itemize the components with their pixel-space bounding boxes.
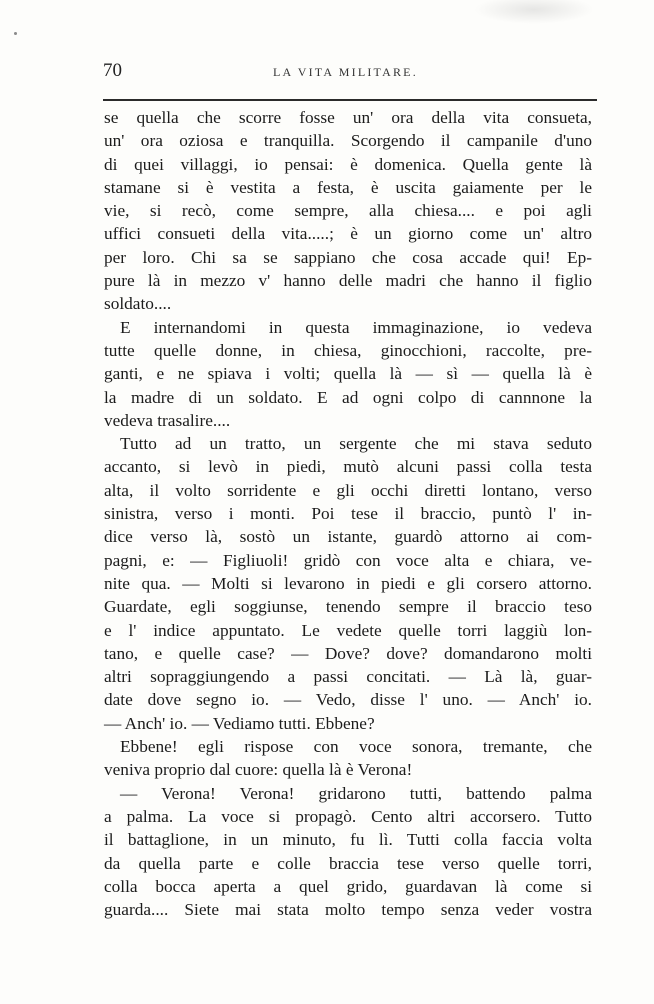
- page-header: [103, 58, 597, 88]
- text-line: veniva proprio dal cuore: quella là è Verona!: [104, 760, 413, 780]
- text-line: pure là in mezzo v' hanno delle madri che hanno il figlio: [104, 271, 592, 291]
- text-line: di quei villaggi, io pensai: è domenica. Quella gente là: [104, 154, 592, 174]
- text-line: se quella che scorre fosse un' ora della vita consueta,: [104, 108, 592, 127]
- running-title: LA VITA MILITARE.: [273, 65, 418, 79]
- text-line: accanto, si levò in piedi, mutò alcuni passi colla testa: [104, 457, 592, 477]
- page-number: 70: [103, 60, 122, 81]
- text-line: colla bocca aperta a quel grido, guardavan là come si: [104, 876, 592, 896]
- paper-speck: [14, 32, 17, 35]
- text-line: la madre di un soldato. E ad ogni colpo di cannnone la: [104, 387, 592, 407]
- text-line: sinistra, verso i monti. Poi tese il braccio, puntò l' in-: [104, 504, 592, 524]
- text-line: un' ora oziosa e tranquilla. Scorgendo il campanile d'uno: [104, 131, 592, 151]
- text-line: dice verso là, sostò un istante, guardò attorno ai com-: [104, 527, 592, 547]
- text-line: tutte quelle donne, in chiesa, ginocchioni, raccolte, pre-: [104, 340, 592, 360]
- text-line: pagni, e: — Figliuoli! gridò con voce alta e chiara, ve-: [104, 550, 592, 570]
- text-line: — Anch' io. — Vediamo tutti. Ebbene?: [104, 713, 375, 733]
- text-line: alta, il volto sorridente e gli occhi diretti lontano, verso: [104, 480, 592, 500]
- text-line: nite qua. — Molti si levarono in piedi e gli corsero attorno.: [104, 573, 592, 593]
- text-line: ganti, e ne spiava i volti; quella là — sì — quella là è: [104, 364, 592, 384]
- text-line: a palma. La voce si propagò. Cento altri accorsero. Tutto: [104, 806, 592, 826]
- text-line: guarda.... Siete mai stata molto tempo senza veder vostra: [104, 900, 592, 920]
- text-line: tano, e quelle case? — Dove? dove? domandarono molti: [104, 643, 592, 663]
- text-line: date dove segno io. — Vedo, disse l' uno. — Anch' io.: [104, 690, 592, 710]
- text-line: il battaglione, in un minuto, fu lì. Tutti colla faccia volta: [104, 830, 592, 850]
- text-line: vie, si recò, come sempre, alla chiesa.... e poi agli: [104, 201, 592, 221]
- text-line: Tutto ad un tratto, un sergente che mi stava seduto: [120, 434, 592, 454]
- text-line: E internandomi in questa immaginazione, io vedeva: [120, 317, 592, 337]
- text-line: soldato....: [104, 294, 172, 314]
- text-line: e l' indice appuntato. Le vedete quelle torri laggiù lon-: [104, 620, 592, 640]
- scan-noise: [474, 0, 594, 24]
- text-line: altri sopraggiungendo a passi concitati. — Là là, guar-: [104, 667, 592, 687]
- text-line: uffici consueti della vita.....; è un giorno come un' altro: [104, 224, 592, 244]
- text-line: — Verona! Verona! gridarono tutti, battendo palma: [120, 783, 592, 803]
- text-line: da quella parte e colle braccia tese verso quelle torri,: [104, 853, 592, 873]
- text-line: stamane si è vestita a festa, è uscita gaiamente per le: [104, 177, 592, 197]
- body-text: [104, 106, 592, 921]
- header-rule: [103, 99, 597, 101]
- text-line: vedeva trasalire....: [104, 410, 231, 430]
- text-line: Guardate, egli soggiunse, tenendo sempre il braccio teso: [104, 597, 592, 617]
- text-line: per loro. Chi sa se sappiano che cosa accade qui! Ep-: [104, 247, 592, 267]
- text-line: Ebbene! egli rispose con voce sonora, tremante, che: [120, 737, 592, 757]
